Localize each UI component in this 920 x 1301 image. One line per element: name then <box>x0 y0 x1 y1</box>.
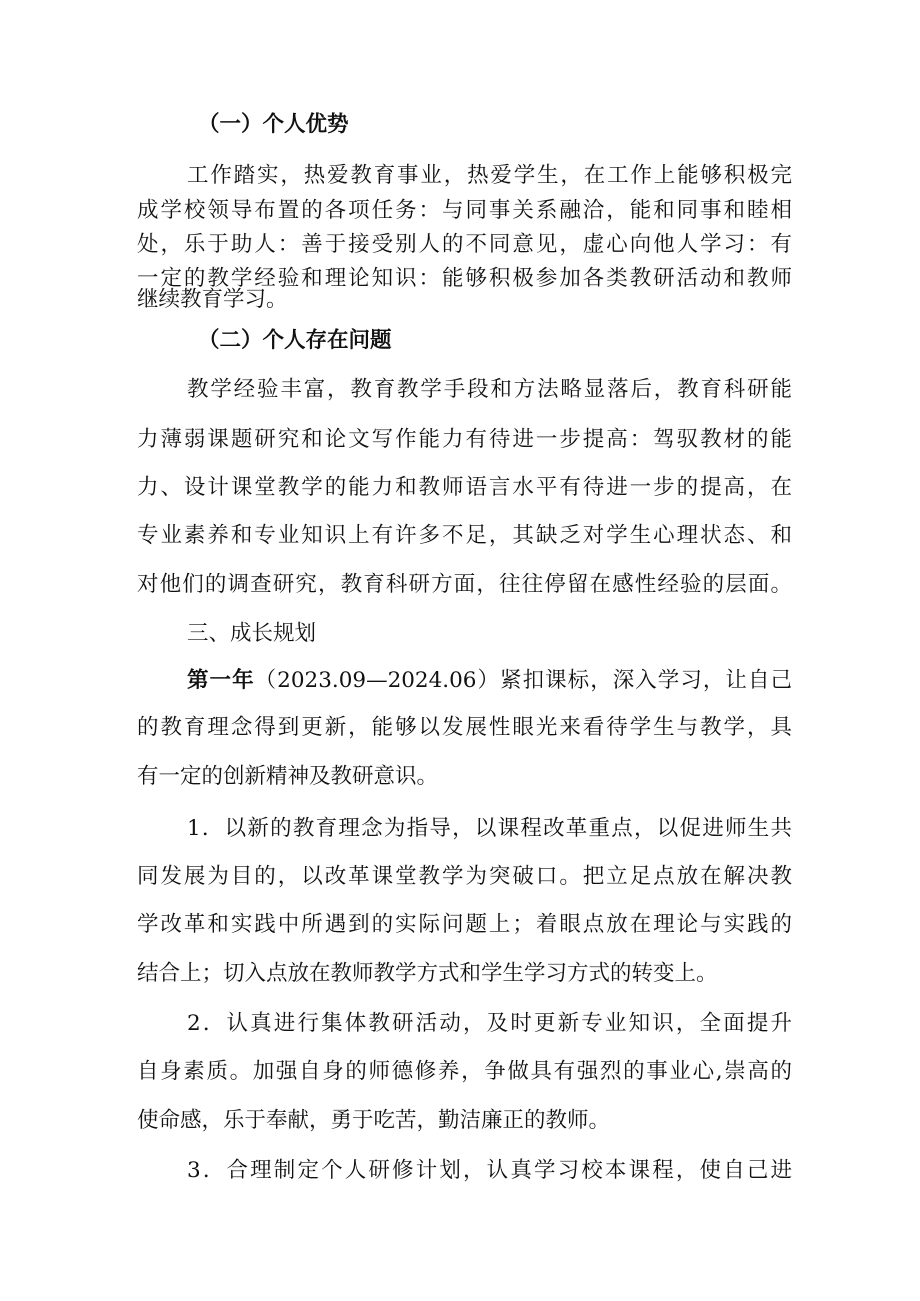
paragraph-line: 教学经验丰富，教育教学手段和方法略显落后，教育科研能 <box>187 377 792 402</box>
paragraph-line: 工作踏实，热爱教育事业，热爱学生，在工作上能够积极完 <box>187 163 792 188</box>
paragraph-line: 继续教育学习。 <box>137 287 288 312</box>
list-item-2-line: 2．认真进行集体教研活动，及时更新专业知识，全面提升 <box>187 1011 792 1036</box>
paragraph-line: 同发展为目的，以改革课堂教学为突破口。把立足点放在解决教 <box>137 864 792 889</box>
paragraph-line: 结合上；切入点放在教师教学方式和学生学习方式的转变上。 <box>137 961 718 986</box>
paragraph-line: 力、设计课堂教学的能力和教师语言水平有待进一步的提高，在 <box>137 475 792 500</box>
paragraph-line: 使命感，乐于奉献，勇于吃苦，勤洁廉正的教师。 <box>137 1108 611 1133</box>
paragraph-line: 专业素养和专业知识上有许多不足，其缺乏对学生心理状态、和 <box>137 523 792 548</box>
paragraph-line-first-year <box>187 664 792 698</box>
list-item-1-line: 1．以新的教育理念为指导，以课程改革重点，以促进师生共 <box>187 816 792 841</box>
paragraph-line: 对他们的调查研究，教育科研方面，往往停留在感性经验的层面。 <box>137 572 792 597</box>
section-heading-growth-plan: 三、成长规划 <box>187 621 317 646</box>
paragraph-line: 有一定的创新精神及教研意识。 <box>137 764 439 789</box>
first-year-label: 第一年 <box>187 668 255 693</box>
paragraph-line: 力薄弱课题研究和论文写作能力有待进一步提高：驾驭教材的能 <box>137 427 792 452</box>
paragraph-line: 学改革和实践中所遇到的实际问题上；着眼点放在理论与实践的 <box>137 912 792 937</box>
paragraph-line: 一定的教学经验和理论知识：能够积极参加各类教研活动和教师 <box>137 266 792 291</box>
first-year-text: （2023.09—2024.06）紧扣课标，深入学习，让自己 <box>254 668 792 693</box>
paragraph-line: 的教育理念得到更新，能够以发展性眼光来看待学生与教学，具 <box>137 715 792 740</box>
list-item-3-line: 3．合理制定个人研修计划，认真学习校本课程，使自己进 <box>187 1158 792 1183</box>
paragraph-line: 处，乐于助人：善于接受别人的不同意见，虚心向他人学习：有 <box>137 232 792 257</box>
paragraph-line: 成学校领导布置的各项任务：与同事关系融洽，能和同事和睦相 <box>137 198 792 223</box>
section-heading-personal-problems: （二）个人存在问题 <box>198 328 392 353</box>
section-heading-personal-strengths: （一）个人优势 <box>198 112 349 137</box>
paragraph-line: 自身素质。加强自身的师德修养，争做具有强烈的事业心,崇高的 <box>137 1059 792 1084</box>
